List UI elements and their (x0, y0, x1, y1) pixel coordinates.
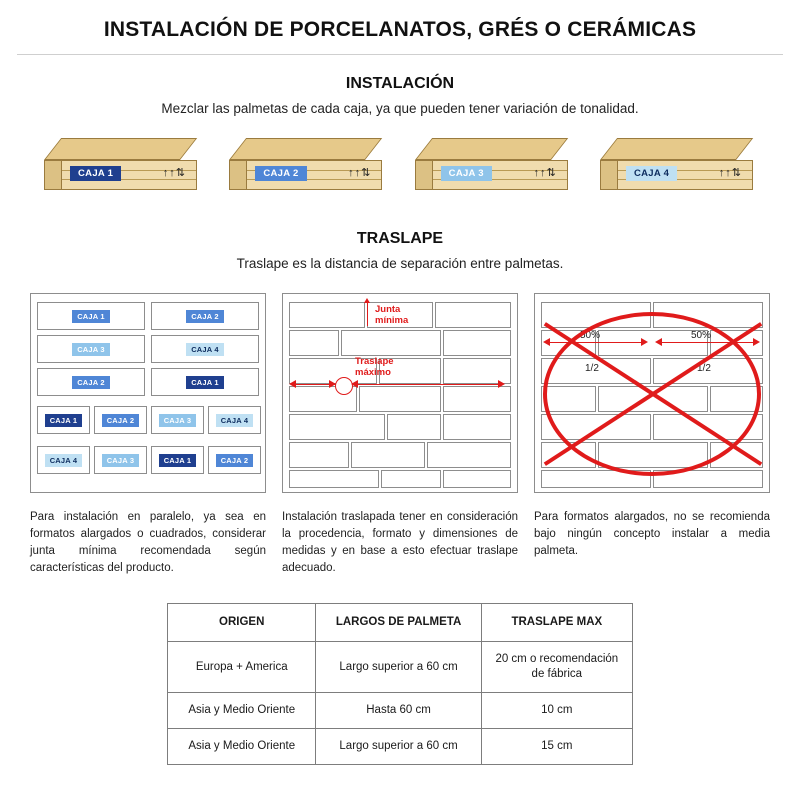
caption-overlap: Instalación traslapada tener en consideración la procedencia, formato y dimensiones de medidas y en base a esto efectuar traslape adecuado. (282, 511, 518, 574)
pct-left-label: 50% (580, 330, 601, 341)
tile: CAJA 1 (37, 302, 145, 330)
tile: CAJA 1 (151, 446, 204, 474)
fragile-arrows-icon: ↑↑⇅ (533, 167, 557, 179)
brick (381, 470, 441, 488)
fragile-arrows-icon: ↑↑⇅ (348, 167, 372, 179)
brick (387, 414, 441, 440)
brick (598, 386, 708, 412)
caption-half-tile: Para formatos alargados, no se recomienda bajo ningún concepto instalar a media palmeta. (534, 511, 770, 557)
panel-parallel (30, 293, 266, 577)
box-top-face (415, 138, 568, 160)
table-header-row (168, 604, 633, 642)
joint-arrow-line (367, 302, 368, 326)
brick (710, 386, 763, 412)
box-caja-4 (600, 138, 756, 200)
box-side-face (229, 160, 246, 190)
overlap-arrow-head-left (289, 380, 296, 388)
brick (341, 330, 441, 356)
overlap-inner-arrow-right (351, 380, 358, 388)
table-cell: 20 cm o recomendación de fábrica (481, 642, 632, 693)
brick (443, 470, 511, 488)
boxes-row (44, 138, 756, 200)
table-cell: 15 cm (481, 729, 632, 765)
specs-table (167, 603, 633, 765)
table-cell: Asia y Medio Oriente (168, 729, 316, 765)
table-row (168, 642, 633, 693)
tile: CAJA 4 (37, 446, 90, 474)
box-side-face (415, 160, 432, 190)
panel-overlap (282, 293, 518, 577)
box-caja-1 (44, 138, 200, 200)
section-heading-traslape: TRASLAPE (356, 230, 444, 247)
table-row (168, 693, 633, 729)
section-heading-installation: INSTALACIÓN (345, 75, 455, 92)
tile: CAJA 1 (37, 406, 90, 434)
tile: CAJA 4 (151, 335, 259, 363)
half-measure-arrow-left-end (641, 338, 648, 346)
half-measure-line-left (549, 342, 645, 343)
diagram-half-tile (534, 293, 770, 493)
brick (598, 442, 708, 468)
section-subtitle-installation: Mezclar las palmetas de cada caja, ya que pueden tener variación de tonalidad. (161, 101, 639, 116)
pct-right-label: 50% (691, 330, 712, 341)
brick (289, 302, 365, 328)
diagram-overlap (282, 293, 518, 493)
box-side-face (600, 160, 617, 190)
box-side-face (44, 160, 61, 190)
brick (653, 302, 763, 328)
overlap-arrow-line (295, 384, 503, 385)
table-row (168, 729, 633, 765)
half-measure-arrow-right-end (753, 338, 760, 346)
joint-label: Junta mínima (375, 304, 409, 326)
fragile-arrows-icon: ↑↑⇅ (162, 167, 186, 179)
caption-parallel: Para instalación en paralelo, ya sea en formatos alargados o cuadrados, considerar junta mínima recomendada según características del producto. (30, 511, 266, 574)
section-subtitle-traslape: Traslape es la distancia de separación entre palmetas. (236, 256, 564, 271)
half-measure-line-right (661, 342, 757, 343)
overlap-arrow-head-right (498, 380, 505, 388)
half-right-label: 1/2 (697, 363, 711, 374)
brick (443, 330, 511, 356)
half-measure-arrow-left-start (543, 338, 550, 346)
brick (359, 386, 441, 412)
table-header-largos: LARGOS DE PALMETA (316, 604, 481, 642)
box-caja-3 (415, 138, 571, 200)
box-top-face (229, 138, 382, 160)
brick (289, 330, 339, 356)
box-caja-2 (229, 138, 385, 200)
half-measure-arrow-right-start (655, 338, 662, 346)
brick (653, 470, 763, 488)
brick (443, 414, 511, 440)
diagram-parallel (30, 293, 266, 493)
table-cell: Asia y Medio Oriente (168, 693, 316, 729)
box-label-1: CAJA 1 (70, 166, 121, 181)
tile: CAJA 3 (94, 446, 147, 474)
brick (541, 470, 651, 488)
overlap-label: Traslape máximo (355, 356, 394, 378)
joint-arrow-head (364, 298, 370, 303)
tile: CAJA 2 (37, 368, 145, 396)
box-top-face (44, 138, 197, 160)
brick (427, 442, 511, 468)
box-label-4: CAJA 4 (626, 166, 677, 181)
panels-row (30, 293, 770, 577)
overlap-inner-arrow-left (329, 380, 336, 388)
brick (289, 414, 385, 440)
tile: CAJA 2 (94, 406, 147, 434)
box-label-3: CAJA 3 (441, 166, 492, 181)
tile: CAJA 2 (208, 446, 261, 474)
table-cell: Hasta 60 cm (316, 693, 481, 729)
tile: CAJA 2 (151, 302, 259, 330)
table-cell: Europa + America (168, 642, 316, 693)
brick (541, 386, 596, 412)
tile: CAJA 3 (37, 335, 145, 363)
brick (443, 386, 511, 412)
fragile-arrows-icon: ↑↑⇅ (718, 167, 742, 179)
title-divider (17, 54, 783, 55)
table-header-origen: ORIGEN (168, 604, 316, 642)
table-header-traslape: TRASLAPE MAX (481, 604, 632, 642)
panel-half-tile (534, 293, 770, 577)
brick (351, 442, 425, 468)
tile: CAJA 4 (208, 406, 261, 434)
box-label-2: CAJA 2 (255, 166, 306, 181)
brick (541, 302, 651, 328)
table-cell: Largo superior a 60 cm (316, 642, 481, 693)
tile: CAJA 1 (151, 368, 259, 396)
brick (435, 302, 511, 328)
half-left-label: 1/2 (585, 363, 599, 374)
brick (289, 442, 349, 468)
table-cell: Largo superior a 60 cm (316, 729, 481, 765)
table-cell: 10 cm (481, 693, 632, 729)
tile: CAJA 3 (151, 406, 204, 434)
box-top-face (600, 138, 753, 160)
brick (289, 470, 379, 488)
page-title: INSTALACIÓN DE PORCELANATOS, GRÉS O CERÁMICAS (103, 18, 697, 41)
